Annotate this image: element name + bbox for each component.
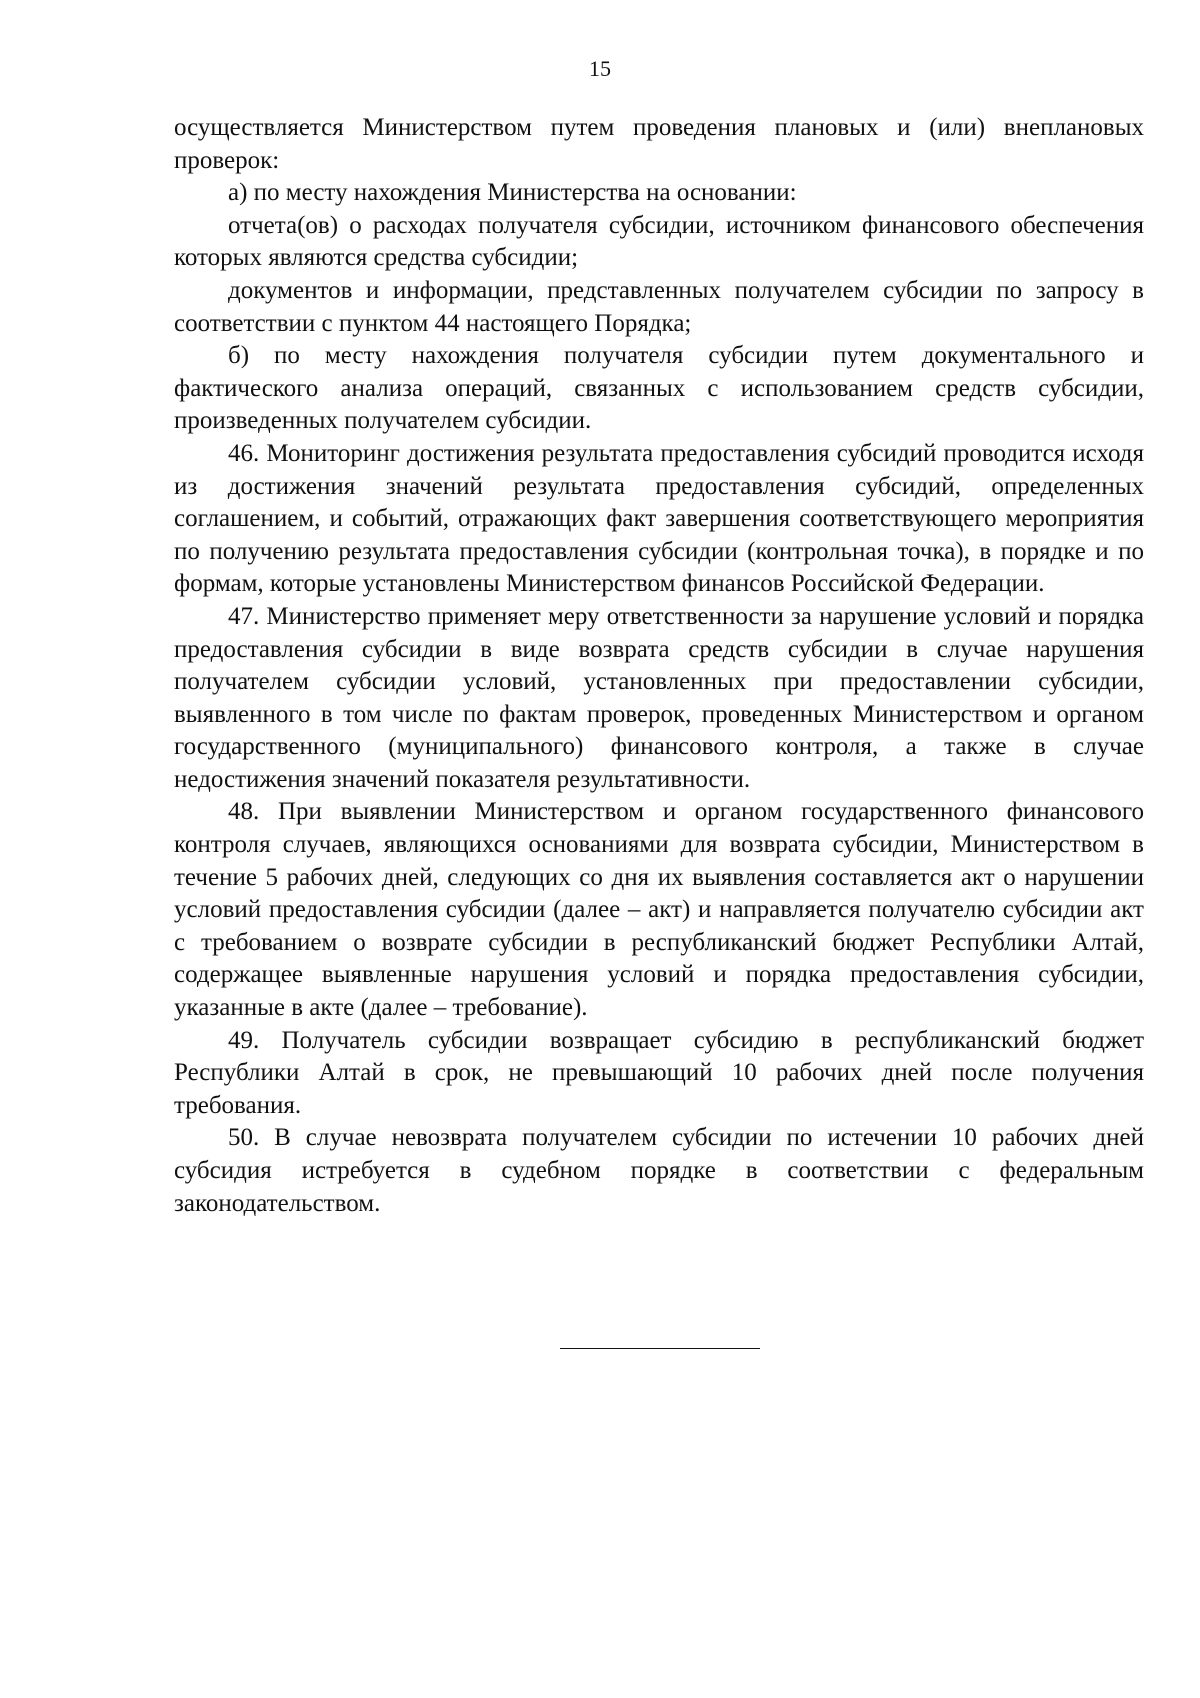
paragraph-50: 50. В случае невозврата получателем субсидии по истечении 10 рабочих дней субсидия истребуется в судебном порядке в соответствии с федеральным законодательством. bbox=[174, 1124, 1144, 1217]
paragraph-continuation: осуществляется Министерством путем проведения плановых и (или) внеплановых проверок: bbox=[174, 114, 1144, 174]
paragraph-49: 49. Получатель субсидии возвращает субсидию в республиканский бюджет Республики Алтай в срок, не превышающий 10 рабочих дней после получения требования. bbox=[174, 1026, 1144, 1119]
paragraph-item-a: а) по месту нахождения Министерства на основании: bbox=[228, 179, 797, 207]
paragraph-reports: отчета(ов) о расходах получателя субсидии, источником финансового обеспечения которых являются средства субсидии; bbox=[174, 211, 1144, 272]
paragraph-item-b: б) по месту нахождения получателя субсидии путем документального и фактического анализа операций, связанных с использованием средств субсидии, произведенных получателем субсидии. bbox=[174, 342, 1144, 435]
paragraph-48: 48. При выявлении Министерством и органом государственного финансового контроля случаев, являющихся основаниями для возврата субсидии, Министерством в течение 5 рабочих дней, следующих со дня их выявления составляется акт о нарушении условий предоставления субсидии (далее – акт) и направляется получателю субсидии акт с требованием о возврате субсидии в республиканский бюджет Республики Алтай, содержащее выявленные нарушения условий и порядка предоставления субсидии, указанные в акте (далее – требование). bbox=[174, 798, 1144, 1022]
paragraph-46: 46. Мониторинг достижения результата предоставления субсидий проводится исходя из достижения значений результата предоставления субсидий, определенных соглашением, и событий, отражающих факт завершения соответствующего мероприятия по получению результата предоставления субсидии (контрольная точка), в порядке и по формам, которые установлены Министерством финансов Российской Федерации. bbox=[174, 439, 1144, 598]
page-number: 15 bbox=[589, 56, 611, 81]
end-of-document-rule bbox=[560, 1348, 760, 1349]
document-body bbox=[174, 112, 1144, 1220]
paragraph-47: 47. Министерство применяет меру ответственности за нарушение условий и порядка предоставления субсидии в виде возврата средств субсидии в случае нарушения получателем субсидии условий, установленных при предоставлении субсидии, выявленного в том числе по фактам проверок, проведенных Министерством и органом государственного (муниципального) финансового контроля, а также в случае недостижения значений показателя результативности. bbox=[174, 602, 1144, 793]
paragraph-documents: документов и информации, представленных получателем субсидии по запросу в соответствии с пунктом 44 настоящего Порядка; bbox=[174, 276, 1144, 337]
